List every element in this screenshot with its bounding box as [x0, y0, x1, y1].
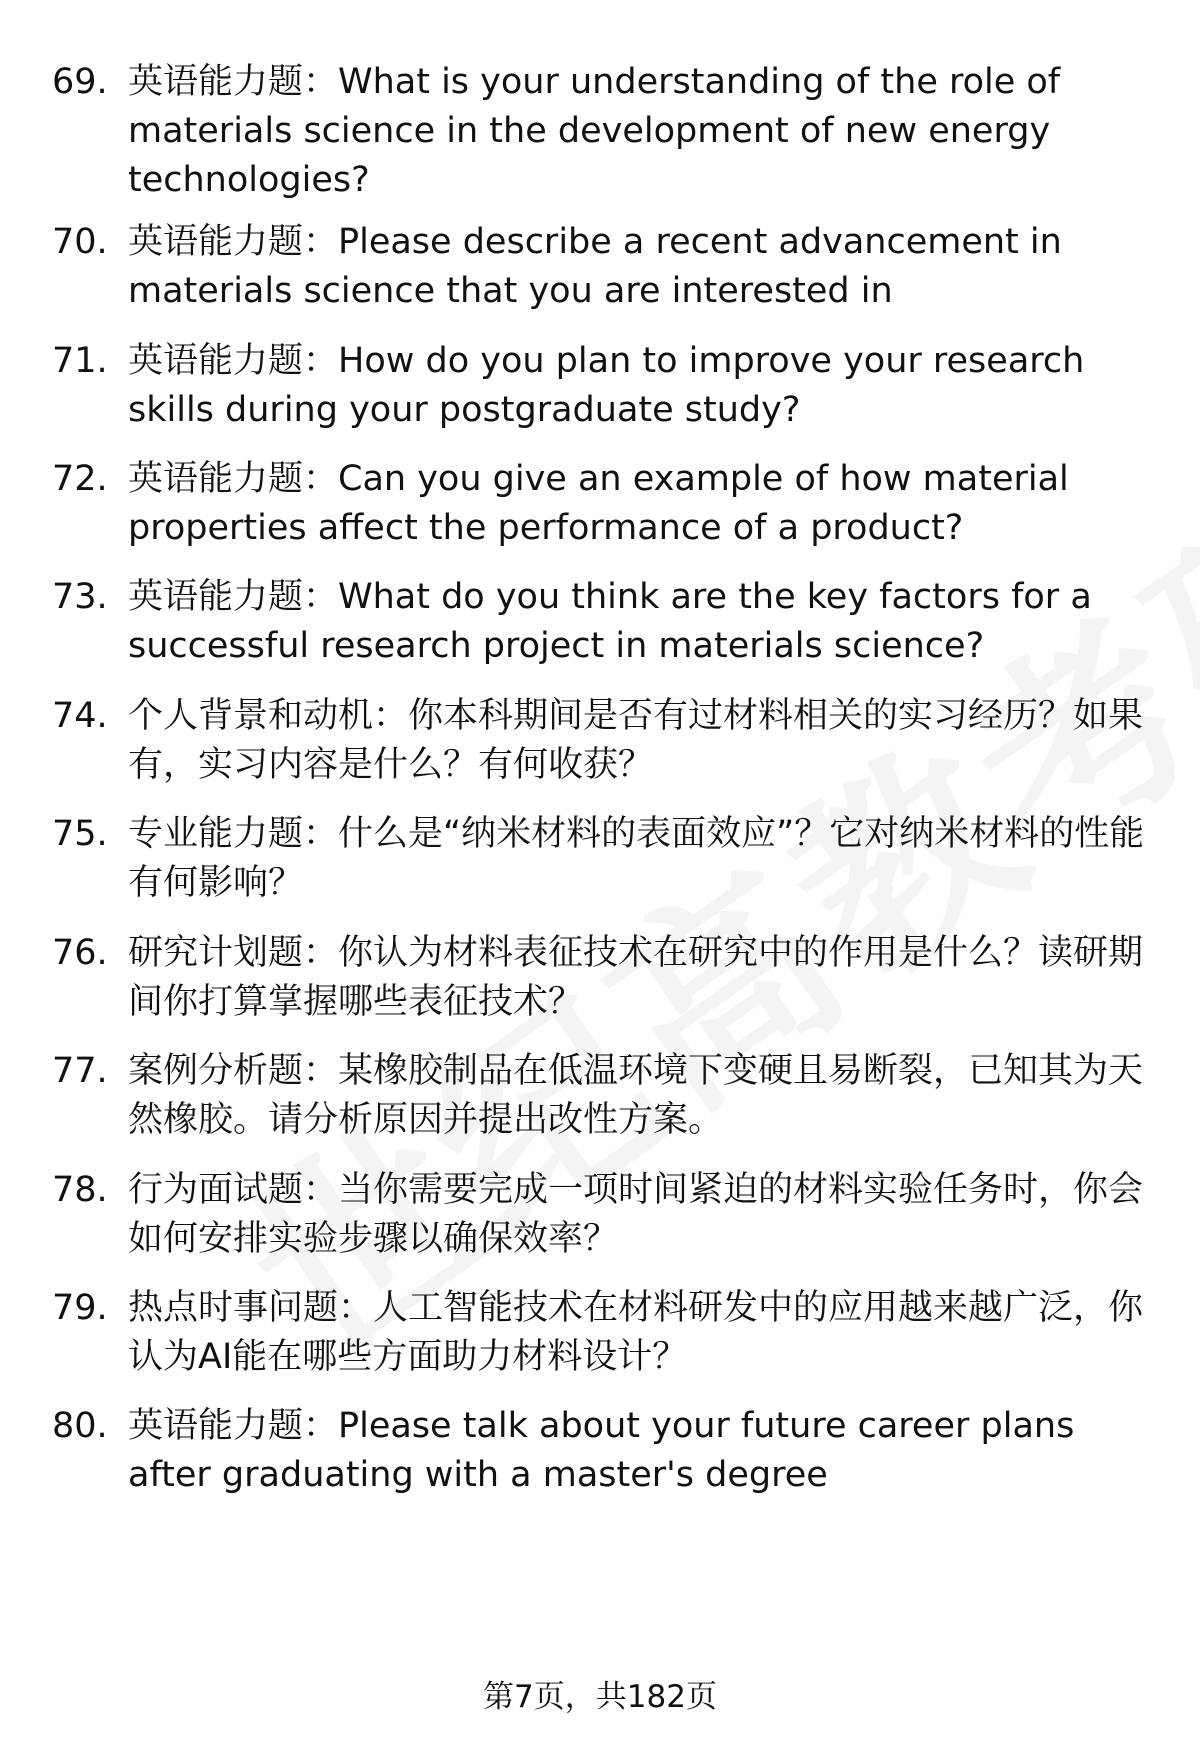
question-text: 研究计划题：你认为材料表征技术在研究中的作用是什么？读研期间你打算掌握哪些表征技术？ — [128, 933, 1144, 1022]
question-number: 71. — [52, 341, 108, 381]
question-text: 英语能力题：Can you give an example of how material properties affect the performance of a product? — [128, 459, 1069, 548]
question-number: 69. — [52, 62, 108, 102]
question-number: 73. — [52, 577, 108, 617]
question-number: 70. — [52, 222, 108, 262]
question-text: 英语能力题：Please describe a recent advancement in materials science that you are interested in — [128, 222, 1062, 311]
question-number: 78. — [52, 1170, 108, 1210]
question-text: 案例分析题：某橡胶制品在低温环境下变硬且易断裂，已知其为天然橡胶。请分析原因并提出改性方案。 — [128, 1051, 1144, 1140]
question-number: 72. — [52, 459, 108, 499]
question-number: 74. — [52, 696, 108, 736]
question-number: 80. — [52, 1406, 108, 1446]
question-text: 英语能力题：How do you plan to improve your research skills during your postgraduate study? — [128, 341, 1085, 430]
question-text: 英语能力题：What do you think are the key factors for a successful research project in materials science? — [128, 577, 1092, 666]
question-text: 行为面试题：当你需要完成一项时间紧迫的材料实验任务时，你会如何安排实验步骤以确保效率？ — [128, 1170, 1144, 1259]
question-number: 79. — [52, 1288, 108, 1328]
question-text: 英语能力题：What is your understanding of the role of materials science in the development of new energy technologies? — [128, 62, 1061, 200]
question-text: 个人背景和动机：你本科期间是否有过材料相关的实习经历？如果有，实习内容是什么？有何收获？ — [128, 696, 1144, 785]
question-text: 热点时事问题：人工智能技术在材料研发中的应用越来越广泛，你认为AI能在哪些方面助力材料设计？ — [128, 1288, 1144, 1377]
question-number: 76. — [52, 933, 108, 973]
question-text: 专业能力题：什么是“纳米材料的表面效应”？它对纳米材料的性能有何影响？ — [128, 814, 1145, 903]
question-number: 77. — [52, 1051, 108, 1091]
question-number: 75. — [52, 814, 108, 854]
page-number: 第7页，共182页 — [483, 1679, 717, 1715]
question-text: 英语能力题：Please talk about your future career plans after graduating with a master's degree — [128, 1406, 1075, 1495]
